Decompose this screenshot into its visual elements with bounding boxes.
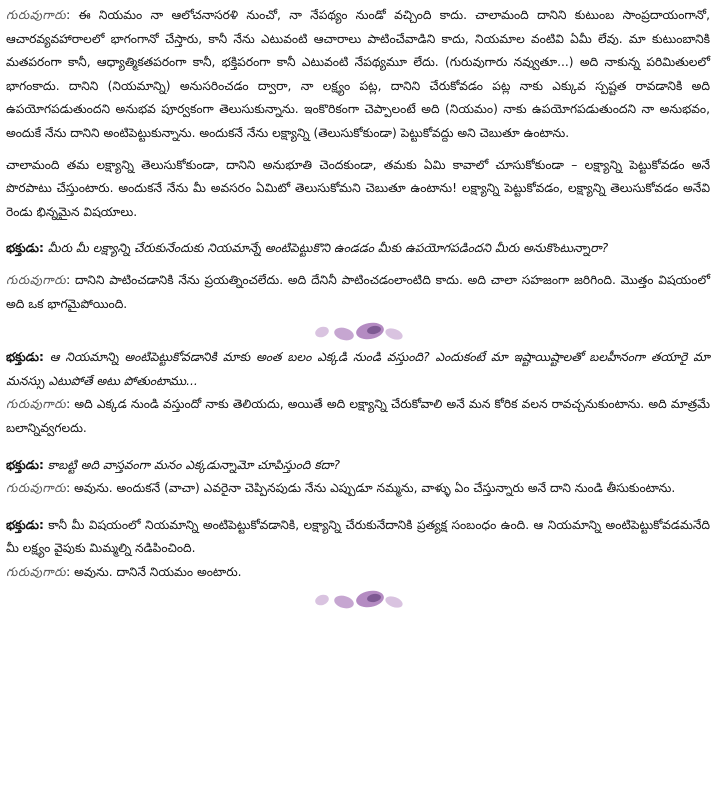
guru-speaker-label: గురువుగారు <box>6 564 67 579</box>
intro-paragraph-1: గురువుగారు: ఈ నియమం నా ఆలోచనాసరళి నుంచో, నా నేపథ్యం నుండో వచ్చింది కాదు. చాలామంది దానిని కుటుంబ సాంప్రదాయంగానో, ఆచారవ్యవహారాలలో భాగంగానో చేస్తారు, కానీ నేను ఎటువంటి ఆచారాలు పాటించేవాడిని కాదు, నియమాల వంటివి ఏమీ లేవు. మా కుటుంబానికి మతపరంగా కానీ, ఆధ్యాత్మికతపరంగా కానీ, భక్తిపరంగా కానీ ఎటువంటి నేపథ్యమూ లేదు. (గురువుగారు నవ్వుతూ...) అది నాకున్న పరిమితులలో భాగంకాదు. దానిని (నియమాన్ని) అనుసరించడం ద్వారా, నా లక్ష్యం పట్ల, దానిని చేరుకోవడం పట్ల నాకు ఎక్కువ స్పష్టత రావడానికి అది ఉపయోగపడుతుందని అనుభవ పూర్వకంగా తెలుసుకున్నాను. ఇంకొరికంగా చెప్పాలంటే అది (నియమం) నాకు ఉపయోగపడుతుందని నా అనుభవం, అందుకే నేను దానిని అంటిపెట్టుకున్నాను. అందుకనే నేను లక్ష్యాన్ని (తెలుసుకోకుండా) పెట్టుకోవద్దు అని చెబుతూ ఉంటాను. <box>6 8 710 140</box>
bhakta-speaker-label: భక్తుడు: <box>6 517 44 532</box>
flower-divider <box>6 316 710 346</box>
flower-divider-bottom <box>6 584 710 614</box>
answer-text-1: : దానిని పాటించడానికి నేను ప్రయత్నించలేదు. అది దేనినీ పాటించడంలాంటిది కాదు. అది చాలా సహజంగా జరిగింది. మొత్తం విషయంలో అది ఒక భాగమైపోయింది. <box>6 272 710 311</box>
bhakta-speaker-label: భక్తుడు: <box>6 241 44 256</box>
guru-speaker-label: గురువుగారు <box>6 481 67 496</box>
qa-section-2 <box>6 346 710 440</box>
question-text-2: ఆ నియమాన్ని అంటిపెట్టుకోవడానికి మాకు అంత బలం ఎక్కడి నుండి వస్తుంది? ఎందుకంటే మా ఇష్టాయిష్టాలతో బలహీనంగా తయారై మా మనస్సు ఎటుపోతే అటు పోతుంటాము... <box>6 350 710 388</box>
guru-speaker-label: గురువుగారు <box>6 8 67 22</box>
flower-petals-divider-icon <box>308 586 408 612</box>
guru-speaker-label: గురువుగారు <box>6 397 67 412</box>
qa-section-1 <box>6 237 710 316</box>
answer-text-4: : అవును. దానినే నియమం అంటారు. <box>66 564 242 579</box>
question-text-3: కాబట్టి అది వాస్తవంగా మనం ఎక్కడున్నామో చూపిస్తుంది కదా? <box>47 457 340 472</box>
question-3 <box>6 454 710 478</box>
intro-text-1: ఈ నియమం నా ఆలోచనాసరళి నుంచో, నా నేపథ్యం నుండో వచ్చింది కాదు. చాలామంది దానిని కుటుంబ సాంప్రదాయంగానో, ఆచారవ్యవహారాలలో భాగంగానో చేస్తారు, కానీ నేను ఎటువంటి ఆచారాలు పాటించేవాడిని కాదు, నియమాల వంటివి ఏమీ లేవు. మా కుటుంబానికి మతపరంగా కానీ, ఆధ్యాత్మికతపరంగా కానీ, భక్తిపరంగా కానీ ఎటువంటి నేపథ్యమూ లేదు. (గురువుగారు నవ్వుతూ...) అది నాకున్న పరిమితులలో భాగంకాదు. దానిని (నియమాన్ని) అనుసరించడం ద్వారా, నా లక్ష్యం పట్ల, దానిని చేరుకోవడం పట్ల నాకు ఎక్కువ స్పష్టత రావడానికి అది ఉపయోగపడుతుందని అనుభవ పూర్వకంగా తెలుసుకున్నాను. ఇంకొరికంగా చెప్పాలంటే అది (నియమం) నాకు ఉపయోగపడుతుందని నా అనుభవం, అందుకే నేను దానిని అంటిపెట్టుకున్నాను. అందుకనే నేను లక్ష్యాన్ని (తెలుసుకోకుండా) పెట్టుకోవద్దు అని చెబుతూ ఉంటాను. <box>6 8 710 140</box>
bhakta-speaker-label: భక్తుడు: <box>6 350 44 365</box>
question-1 <box>6 237 710 261</box>
question-text-4: కానీ మీ విషయంలో నియమాన్ని అంటిపెట్టుకోవడానికి, లక్ష్యాన్ని చేరుకునేదానికి ప్రత్యక్ష సంబంధం ఉంది. ఆ నియమాన్ని అంటిపెట్టుకోవడమనేది మీ లక్ష్యం వైపుకు మిమ్మల్ని నడిపించింది. <box>6 517 711 556</box>
answer-1 <box>6 269 710 316</box>
answer-text-3: : అవును. అందుకనే (వాచా) ఎవరైనా చెప్పినపుడు నేను ఎప్పుడూ నమ్మను, వాళ్ళు ఏం చేస్తున్నారు అనే దాని నుండి తీసుకుంటాను. <box>66 481 676 496</box>
answer-text-2: : అది ఎక్కడ నుండి వస్తుందో నాకు తెలియదు, అయితే అది లక్ష్యాన్ని చేరుకోవాలి అనే మన కోరిక వలన రావచ్చనుకుంటాను. అది మాత్రమే బలాన్నివ్వగలదు. <box>6 397 710 435</box>
question-text-1: మీరు మీ లక్ష్యాన్ని చేరుకునేందుకు నియమాన్నే అంటిపెట్టుకొని ఉండడం మీకు ఉపయోగపడిందని మీరు అనుకొంటున్నారా? <box>47 241 609 256</box>
answer-2 <box>6 393 710 440</box>
guru-speaker-label: గురువుగారు <box>6 272 67 287</box>
bhakta-speaker-label: భక్తుడు: <box>6 457 44 472</box>
question-4 <box>6 514 710 561</box>
qa-section-3 <box>6 454 710 501</box>
qa-section-4 <box>6 514 710 585</box>
answer-3 <box>6 477 710 501</box>
answer-4 <box>6 561 710 585</box>
question-2 <box>6 346 710 393</box>
flower-petals-divider-icon <box>308 318 408 344</box>
intro-text-2: చాలామంది తమ లక్ష్యాన్ని తెలుసుకోకుండా, దానిని అనుభూతి చెందకుండా, తమకు ఏమి కావాలో చూసుకోకుండా – లక్ష్యాన్ని పెట్టుకోవడం అనే పొరపాటు చేస్తుంటారు. అందుకనే నేను మీ అవసరం ఏమిటో తెలుసుకోమని చెబుతూ ఉంటాను! లక్ష్యాన్ని పెట్టుకోవడం, లక్ష్యాన్ని తెలుసుకోవడం అనేవి రెండు భిన్నమైన విషయాలు. <box>6 157 710 219</box>
intro-paragraph-2 <box>6 154 710 225</box>
